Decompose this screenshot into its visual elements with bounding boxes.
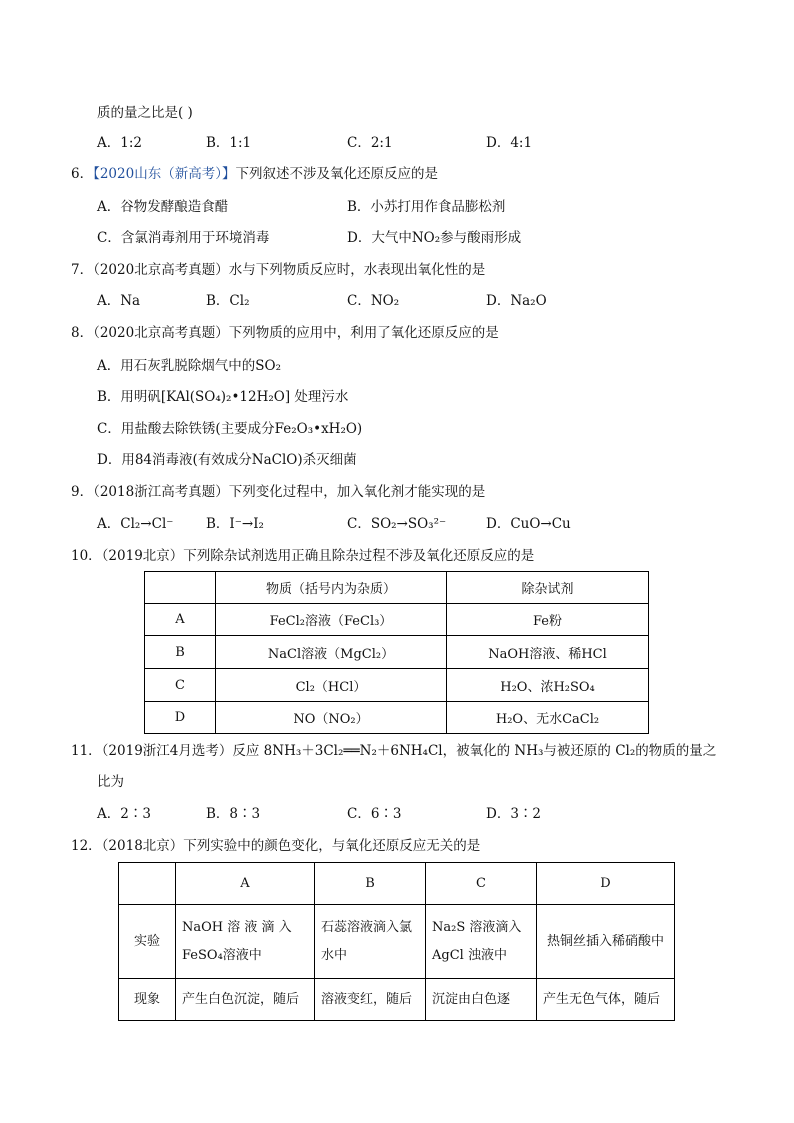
q9-option-b: B．I⁻→I₂ [206, 516, 264, 532]
q6-option-d: D．大气中NO₂参与酸雨形成 [347, 230, 522, 246]
q12-table [118, 862, 675, 1021]
q9-option-c: C．SO₂→SO₃²⁻ [347, 516, 447, 532]
q11-option-b: B．8∶3 [206, 806, 261, 822]
q6-option-b: B．小苏打用作食品膨松剂 [347, 199, 506, 215]
table-cell: NaOH 溶 液 滴 入 FeSO₄溶液中 [176, 905, 315, 979]
table-cell: C [145, 669, 216, 702]
table-row-phenomenon [119, 979, 675, 1021]
table-row [145, 669, 649, 702]
question-11-line-2: 比为 [97, 774, 124, 790]
table-cell: Cl₂（HCl） [216, 669, 447, 702]
table-cell: H₂O、无水CaCl₂ [447, 702, 649, 734]
question-stem: 下列叙述不涉及氧化还原反应的是 [235, 166, 438, 182]
question-6 [71, 165, 438, 183]
q11-option-a: A．2∶3 [97, 806, 151, 822]
q5-option-b: B．1:1 [206, 135, 252, 151]
table-cell: Na₂S 溶液滴入 AgCl 浊液中 [426, 905, 537, 979]
table-row-experiment [119, 905, 675, 979]
table-cell: 产生白色沉淀，随后 [176, 979, 315, 1021]
question-8: 8．（2020北京高考真题）下列物质的应用中，利用了氧化还原反应的是 [71, 325, 499, 341]
question-7: 7．（2020北京高考真题）水与下列物质反应时，水表现出氧化性的是 [71, 262, 486, 278]
table-header-cell [119, 863, 176, 905]
table-cell: H₂O、浓H₂SO₄ [447, 669, 649, 702]
table-cell: A [145, 604, 216, 636]
table-cell: 溶液变红，随后 [315, 979, 426, 1021]
table-header-cell: A [176, 863, 315, 905]
table-cell: NaCl溶液（MgCl₂） [216, 636, 447, 669]
q5-option-c: C．2:1 [347, 135, 393, 151]
table-header-cell: B [315, 863, 426, 905]
table-header-cell [145, 572, 216, 604]
q8-option-b: B．用明矾[KAl(SO₄)₂•12H₂O] 处理污水 [97, 389, 349, 405]
table-row [145, 604, 649, 636]
q7-option-c: C．NO₂ [347, 293, 400, 309]
table-cell: NO（NO₂） [216, 702, 447, 734]
q9-option-a: A．Cl₂→Cl⁻ [97, 516, 174, 532]
q5-option-a: A．1:2 [97, 135, 142, 151]
table-row [145, 702, 649, 734]
question-10: 10．（2019北京）下列除杂试剂选用正确且除杂过程不涉及氧化还原反应的是 [71, 548, 535, 564]
question-number: 6． [71, 166, 94, 182]
q11-option-d: D．3∶2 [486, 806, 542, 822]
table-cell: 石蕊溶液滴入氯水中 [315, 905, 426, 979]
q7-option-a: A．Na [97, 293, 141, 309]
q6-option-c: C．含氯消毒剂用于环境消毒 [97, 230, 270, 246]
table-header-cell: 除杂试剂 [447, 572, 649, 604]
table-cell: NaOH溶液、稀HCl [447, 636, 649, 669]
question-9: 9．（2018浙江高考真题）下列变化过程中，加入氧化剂才能实现的是 [71, 484, 486, 500]
q5-stem-continuation: 质的量之比是( ) [97, 105, 193, 121]
q7-option-d: D．Na₂O [486, 293, 547, 309]
table-header-cell: D [537, 863, 675, 905]
source-tag: 【2020山东（新高考）】 [93, 166, 236, 182]
q8-option-a: A．用石灰乳脱除烟气中的SO₂ [97, 358, 281, 374]
row-label: 实验 [119, 905, 176, 979]
q8-option-c: C．用盐酸去除铁锈(主要成分Fe₂O₃•xH₂O) [97, 421, 363, 437]
table-cell: 沉淀由白色逐 [426, 979, 537, 1021]
q5-option-d: D．4:1 [486, 135, 533, 151]
q9-option-d: D．CuO→Cu [486, 516, 571, 532]
table-row [145, 636, 649, 669]
table-cell: 产生无色气体，随后 [537, 979, 675, 1021]
table-header-row [145, 572, 649, 604]
table-cell: B [145, 636, 216, 669]
q10-table [144, 571, 649, 734]
row-label: 现象 [119, 979, 176, 1021]
table-header-cell: C [426, 863, 537, 905]
table-cell: 热铜丝插入稀硝酸中 [537, 905, 675, 979]
table-header-cell: 物质（括号内为杂质） [216, 572, 447, 604]
table-header-row [119, 863, 675, 905]
table-cell: D [145, 702, 216, 734]
table-cell: Fe粉 [447, 604, 649, 636]
q6-option-a: A．谷物发酵酿造食醋 [97, 199, 229, 215]
table-cell: FeCl₂溶液（FeCl₃） [216, 604, 447, 636]
q7-option-b: B．Cl₂ [206, 293, 250, 309]
question-12: 12．（2018北京）下列实验中的颜色变化，与氧化还原反应无关的是 [71, 838, 481, 854]
q8-option-d: D．用84消毒液(有效成分NaClO)杀灭细菌 [97, 452, 357, 468]
question-11-line-1: 11．（2019浙江4月选考）反应 8NH₃＋3Cl₂══N₂＋6NH₄Cl，被氧化的 NH₃与被还原的 Cl₂的物质的量之 [71, 743, 717, 759]
q11-option-c: C．6∶3 [347, 806, 402, 822]
